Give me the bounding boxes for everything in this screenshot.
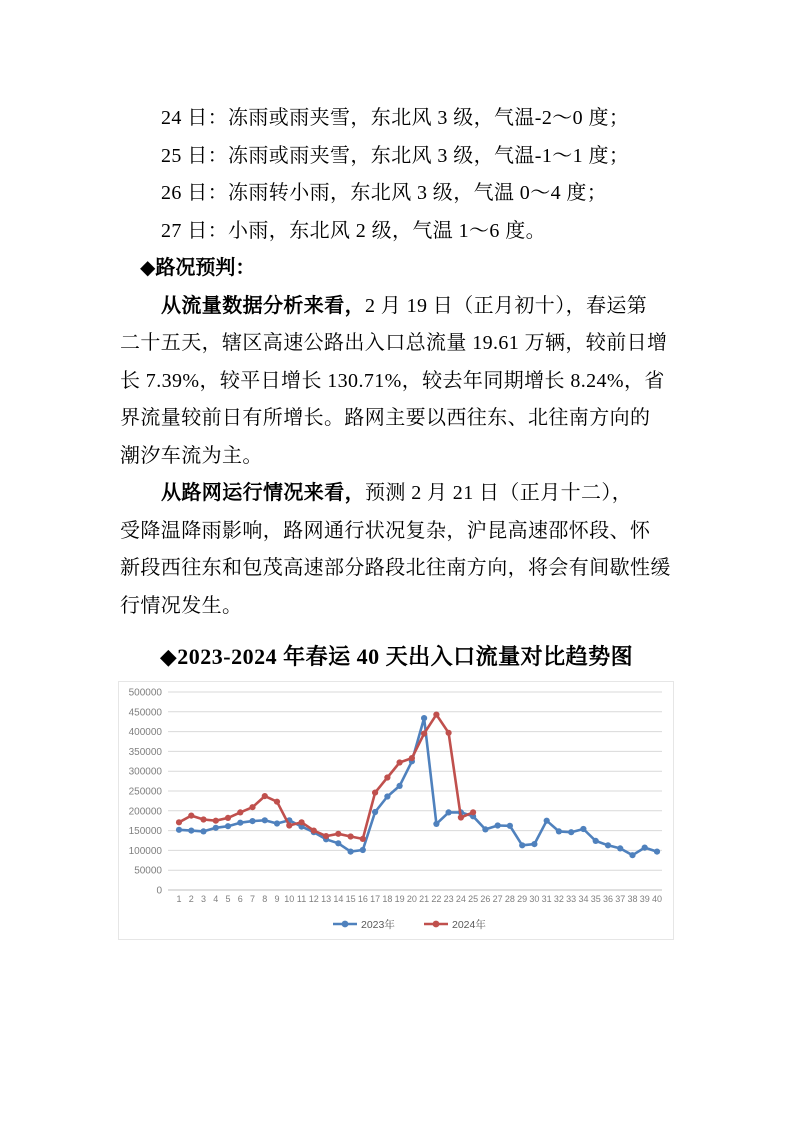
chart-series-point-2024年 bbox=[299, 819, 305, 825]
chart-x-tick-label: 26 bbox=[480, 894, 491, 904]
chart-series-point-2024年 bbox=[470, 809, 476, 815]
chart-series-point-2024年 bbox=[286, 822, 292, 828]
chart-series-point-2024年 bbox=[311, 828, 317, 834]
chart-x-tick-label: 37 bbox=[615, 894, 626, 904]
paragraph1-line-2: 二十五天，辖区高速公路出入口总流量 19.61 万辆，较前日增 bbox=[120, 332, 668, 354]
chart-series-point-2023年 bbox=[274, 820, 280, 826]
chart-series-point-2023年 bbox=[397, 783, 403, 789]
chart-series-point-2023年 bbox=[433, 821, 439, 827]
chart-x-tick-label: 16 bbox=[357, 894, 368, 904]
chart-series-point-2023年 bbox=[200, 828, 206, 834]
chart-title: ◆2023-2024 年春运 40 天出入口流量对比趋势图 bbox=[159, 644, 634, 669]
chart-x-tick-label: 35 bbox=[590, 894, 601, 904]
chart-series-point-2024年 bbox=[225, 815, 231, 821]
chart-series-point-2024年 bbox=[421, 731, 427, 737]
chart-x-tick-label: 1 bbox=[176, 894, 182, 904]
chart-legend-marker-dot bbox=[433, 921, 440, 928]
chart-x-tick-label: 10 bbox=[284, 894, 295, 904]
chart-x-tick-label: 2 bbox=[188, 894, 194, 904]
chart-series-point-2023年 bbox=[176, 827, 182, 833]
chart-series-point-2024年 bbox=[384, 774, 390, 780]
chart-series-point-2023年 bbox=[593, 838, 599, 844]
section-heading-road-forecast: ◆路况预判： bbox=[140, 257, 256, 279]
chart-series-point-2023年 bbox=[568, 829, 574, 835]
chart-x-tick-label: 25 bbox=[468, 894, 479, 904]
chart-series-point-2023年 bbox=[495, 822, 501, 828]
chart-x-tick-label: 33 bbox=[566, 894, 577, 904]
chart-series-point-2023年 bbox=[482, 826, 488, 832]
flow-comparison-chart bbox=[118, 681, 674, 940]
chart-series-point-2023年 bbox=[348, 849, 354, 855]
chart-x-tick-label: 3 bbox=[201, 894, 207, 904]
paragraph2-line-1 bbox=[120, 475, 672, 513]
chart-legend-label: 2024年 bbox=[452, 918, 486, 931]
chart-series-point-2023年 bbox=[446, 809, 452, 815]
document-body bbox=[120, 0, 672, 625]
chart-series-point-2024年 bbox=[262, 793, 268, 799]
chart-series-point-2023年 bbox=[544, 818, 550, 824]
chart-legend-marker-dot bbox=[342, 921, 349, 928]
chart-series-point-2024年 bbox=[213, 818, 219, 824]
chart-x-tick-label: 19 bbox=[394, 894, 405, 904]
chart-y-tick-label: 500000 bbox=[128, 687, 162, 699]
chart-x-tick-label: 20 bbox=[406, 894, 417, 904]
chart-series-point-2024年 bbox=[397, 759, 403, 765]
chart-x-tick-label: 11 bbox=[296, 894, 307, 904]
chart-series-point-2023年 bbox=[249, 818, 255, 824]
chart-y-tick-label: 300000 bbox=[128, 766, 162, 778]
chart-x-tick-label: 24 bbox=[455, 894, 466, 904]
chart-y-tick-label: 350000 bbox=[128, 746, 162, 758]
chart-series-point-2023年 bbox=[421, 715, 427, 721]
chart-y-tick-label: 200000 bbox=[128, 806, 162, 818]
chart-y-tick-label: 0 bbox=[156, 885, 162, 897]
paragraph1-line-1 bbox=[120, 288, 672, 326]
chart-series-point-2023年 bbox=[605, 842, 611, 848]
chart-x-tick-label: 7 bbox=[250, 894, 256, 904]
chart-series-point-2024年 bbox=[372, 790, 378, 796]
chart-series-point-2023年 bbox=[580, 826, 586, 832]
chart-x-tick-label: 14 bbox=[333, 894, 344, 904]
chart-y-tick-label: 450000 bbox=[128, 707, 162, 719]
chart-series-line-2024年 bbox=[179, 715, 473, 839]
chart-series-point-2024年 bbox=[433, 712, 439, 718]
chart-x-tick-label: 40 bbox=[651, 894, 662, 904]
chart-x-tick-label: 36 bbox=[602, 894, 613, 904]
chart-series-point-2024年 bbox=[176, 819, 182, 825]
chart-series-point-2023年 bbox=[642, 845, 648, 851]
paragraph1-line-3: 长 7.39%，较平日增长 130.71%，较去年同期增长 8.24%，省 bbox=[120, 369, 665, 392]
chart-series-point-2024年 bbox=[458, 814, 464, 820]
chart-x-tick-label: 17 bbox=[370, 894, 381, 904]
chart-x-tick-label: 5 bbox=[225, 894, 231, 904]
weather-line-24: 24 日：冻雨或雨夹雪，东北风 3 级，气温-2～0 度； bbox=[161, 107, 630, 129]
chart-series-point-2024年 bbox=[409, 755, 415, 761]
chart-x-tick-label: 9 bbox=[274, 894, 280, 904]
paragraph2-lead: 从路网运行情况来看， bbox=[161, 482, 365, 504]
chart-x-tick-label: 8 bbox=[262, 894, 268, 904]
chart-y-tick-label: 100000 bbox=[128, 845, 162, 857]
chart-series-point-2023年 bbox=[654, 849, 660, 855]
chart-series-point-2023年 bbox=[556, 828, 562, 834]
weather-line-26: 26 日：冻雨转小雨，东北风 3 级，气温 0～4 度； bbox=[161, 182, 608, 204]
weather-line-27: 27 日：小雨，东北风 2 级，气温 1～6 度。 bbox=[161, 219, 546, 242]
chart-series-point-2023年 bbox=[335, 840, 341, 846]
chart-series-point-2024年 bbox=[237, 809, 243, 815]
chart-x-tick-label: 29 bbox=[517, 894, 528, 904]
chart-series-point-2024年 bbox=[249, 804, 255, 810]
chart-series-point-2024年 bbox=[188, 813, 194, 819]
chart-series-point-2024年 bbox=[348, 833, 354, 839]
paragraph1-line-1-text: 2 月 19 日（正月初十），春运第 bbox=[365, 294, 648, 317]
chart-series-point-2024年 bbox=[360, 836, 366, 842]
paragraph2-line-1-text: 预测 2 月 21 日（正月十二）， bbox=[365, 482, 633, 504]
chart-x-tick-label: 18 bbox=[382, 894, 393, 904]
paragraph1-line-4: 界流量较前日有所增长。路网主要以西往东、北往南方向的 bbox=[120, 407, 651, 429]
chart-x-tick-label: 12 bbox=[308, 894, 319, 904]
chart-x-tick-label: 38 bbox=[627, 894, 638, 904]
chart-series-point-2023年 bbox=[213, 825, 219, 831]
chart-series-line-2023年 bbox=[179, 718, 657, 855]
chart-series-point-2023年 bbox=[531, 841, 537, 847]
paragraph1-line-5: 潮汐车流为主。 bbox=[120, 444, 263, 467]
chart-x-tick-label: 28 bbox=[504, 894, 515, 904]
chart-y-tick-label: 250000 bbox=[128, 786, 162, 798]
chart-series-point-2024年 bbox=[274, 799, 280, 805]
paragraph2-line-4: 行情况发生。 bbox=[120, 594, 243, 617]
chart-series-point-2024年 bbox=[446, 730, 452, 736]
chart-x-tick-label: 22 bbox=[431, 894, 442, 904]
chart-series-point-2023年 bbox=[262, 817, 268, 823]
chart-series-point-2023年 bbox=[617, 845, 623, 851]
chart-x-tick-label: 15 bbox=[345, 894, 356, 904]
chart-x-tick-label: 4 bbox=[213, 894, 219, 904]
chart-x-tick-label: 13 bbox=[321, 894, 332, 904]
paragraph2-line-3: 新段西往东和包茂高速部分路段北往南方向，将会有间歇性缓 bbox=[120, 557, 671, 579]
chart-series-point-2023年 bbox=[519, 842, 525, 848]
chart-series-point-2023年 bbox=[360, 847, 366, 853]
flow-comparison-chart-svg bbox=[118, 681, 674, 940]
chart-x-tick-label: 31 bbox=[541, 894, 552, 904]
chart-series-point-2023年 bbox=[225, 823, 231, 829]
chart-series-point-2023年 bbox=[384, 793, 390, 799]
chart-x-tick-label: 30 bbox=[529, 894, 540, 904]
chart-series-point-2023年 bbox=[372, 809, 378, 815]
paragraph2-line-2: 受降温降雨影响，路网通行状况复杂，沪昆高速邵怀段、怀 bbox=[120, 519, 651, 542]
weather-line-25: 25 日：冻雨或雨夹雪，东北风 3 级，气温-1～1 度； bbox=[161, 144, 630, 167]
chart-x-tick-label: 39 bbox=[639, 894, 650, 904]
chart-y-tick-label: 50000 bbox=[134, 865, 162, 877]
chart-x-tick-label: 32 bbox=[553, 894, 564, 904]
chart-y-tick-label: 400000 bbox=[128, 727, 162, 739]
chart-series-point-2024年 bbox=[200, 816, 206, 822]
chart-x-tick-label: 21 bbox=[419, 894, 430, 904]
chart-series-point-2023年 bbox=[507, 823, 513, 829]
chart-y-tick-label: 150000 bbox=[128, 826, 162, 838]
chart-x-tick-label: 27 bbox=[492, 894, 503, 904]
chart-series-point-2023年 bbox=[188, 828, 194, 834]
chart-series-point-2023年 bbox=[237, 820, 243, 826]
paragraph1-lead: 从流量数据分析来看， bbox=[161, 294, 365, 317]
chart-series-point-2023年 bbox=[629, 852, 635, 858]
chart-x-tick-label: 6 bbox=[237, 894, 243, 904]
chart-x-tick-label: 23 bbox=[443, 894, 454, 904]
chart-legend-label: 2023年 bbox=[361, 918, 395, 931]
chart-series-point-2024年 bbox=[323, 833, 329, 839]
chart-x-tick-label: 34 bbox=[578, 894, 589, 904]
chart-series-point-2024年 bbox=[335, 831, 341, 837]
